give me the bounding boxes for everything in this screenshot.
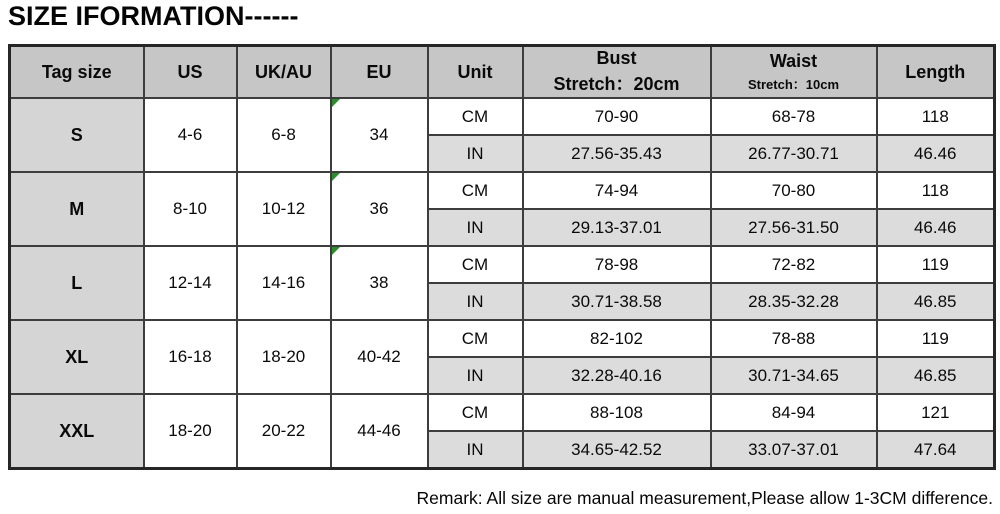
cell-uk-au: 20-22: [237, 394, 331, 469]
cell-waist-cm: 70-80: [711, 172, 877, 209]
cell-bust-in: 27.56-35.43: [523, 135, 711, 172]
green-corner-flag-icon: [332, 99, 340, 107]
cell-eu: [331, 172, 428, 246]
cell-unit-cm: CM: [428, 246, 523, 283]
cell-waist-cm: 72-82: [711, 246, 877, 283]
size-row-l-cm: [10, 246, 995, 283]
header-uk-au: UK/AU: [237, 46, 331, 99]
cell-unit-in: IN: [428, 135, 523, 172]
eu-value: 38: [369, 273, 389, 292]
size-row-m-cm: [10, 172, 995, 209]
header-waist: [711, 46, 877, 99]
cell-tag-size: XXL: [10, 394, 144, 469]
cell-unit-cm: CM: [428, 394, 523, 431]
cell-bust-cm: 74-94: [523, 172, 711, 209]
cell-waist-in: 27.56-31.50: [711, 209, 877, 246]
size-row-xxl-cm: [10, 394, 995, 431]
cell-length-cm: 119: [877, 246, 995, 283]
header-waist-stretch: Stretch：10cm: [747, 77, 840, 92]
cell-uk-au: 6-8: [237, 98, 331, 172]
green-corner-flag-icon: [332, 173, 340, 181]
cell-length-in: 46.46: [877, 209, 995, 246]
cell-length-in: 46.85: [877, 357, 995, 394]
cell-length-cm: 121: [877, 394, 995, 431]
cell-bust-in: 32.28-40.16: [523, 357, 711, 394]
cell-us: 4-6: [144, 98, 237, 172]
cell-uk-au: 14-16: [237, 246, 331, 320]
cell-bust-cm: 88-108: [523, 394, 711, 431]
size-row-s-cm: [10, 98, 995, 135]
cell-us: 16-18: [144, 320, 237, 394]
cell-length-cm: 119: [877, 320, 995, 357]
cell-unit-cm: CM: [428, 320, 523, 357]
header-tag-size: Tag size: [10, 46, 144, 99]
cell-uk-au: 18-20: [237, 320, 331, 394]
cell-unit-in: IN: [428, 357, 523, 394]
cell-eu: [331, 98, 428, 172]
cell-eu: 44-46: [331, 394, 428, 469]
cell-bust-cm: 82-102: [523, 320, 711, 357]
cell-eu: [331, 246, 428, 320]
cell-tag-size: XL: [10, 320, 144, 394]
cell-eu: 40-42: [331, 320, 428, 394]
eu-value: 36: [369, 199, 389, 218]
cell-bust-cm: 70-90: [523, 98, 711, 135]
eu-value: 34: [369, 125, 389, 144]
cell-bust-cm: 78-98: [523, 246, 711, 283]
cell-waist-in: 28.35-32.28: [711, 283, 877, 320]
cell-bust-in: 29.13-37.01: [523, 209, 711, 246]
green-corner-flag-icon: [332, 247, 340, 255]
cell-length-in: 47.64: [877, 431, 995, 469]
cell-length-in: 46.46: [877, 135, 995, 172]
cell-waist-cm: 68-78: [711, 98, 877, 135]
header-bust-title: Bust: [596, 48, 637, 68]
cell-unit-in: IN: [428, 209, 523, 246]
cell-waist-in: 30.71-34.65: [711, 357, 877, 394]
size-row-xl-cm: [10, 320, 995, 357]
page-title: SIZE IFORMATION------: [8, 1, 299, 31]
cell-waist-cm: 84-94: [711, 394, 877, 431]
size-table: [8, 44, 996, 470]
cell-tag-size: L: [10, 246, 144, 320]
cell-unit-in: IN: [428, 283, 523, 320]
cell-bust-in: 30.71-38.58: [523, 283, 711, 320]
header-length: Length: [877, 46, 995, 99]
header-waist-title: Waist: [769, 51, 818, 71]
cell-unit-cm: CM: [428, 172, 523, 209]
cell-waist-in: 26.77-30.71: [711, 135, 877, 172]
cell-unit-cm: CM: [428, 98, 523, 135]
cell-us: 8-10: [144, 172, 237, 246]
cell-bust-in: 34.65-42.52: [523, 431, 711, 469]
cell-waist-cm: 78-88: [711, 320, 877, 357]
cell-us: 18-20: [144, 394, 237, 469]
header-us: US: [144, 46, 237, 99]
cell-waist-in: 33.07-37.01: [711, 431, 877, 469]
cell-length-cm: 118: [877, 98, 995, 135]
cell-us: 12-14: [144, 246, 237, 320]
cell-length-cm: 118: [877, 172, 995, 209]
cell-unit-in: IN: [428, 431, 523, 469]
remark-text: Remark: All size are manual measurement,Please allow 1-3CM difference.: [416, 488, 993, 508]
header-bust-stretch: Stretch：20cm: [553, 74, 680, 94]
cell-tag-size: M: [10, 172, 144, 246]
header-bust: [523, 46, 711, 99]
cell-tag-size: S: [10, 98, 144, 172]
header-unit: Unit: [428, 46, 523, 99]
header-eu: EU: [331, 46, 428, 99]
cell-uk-au: 10-12: [237, 172, 331, 246]
cell-length-in: 46.85: [877, 283, 995, 320]
header-row: [10, 46, 995, 99]
